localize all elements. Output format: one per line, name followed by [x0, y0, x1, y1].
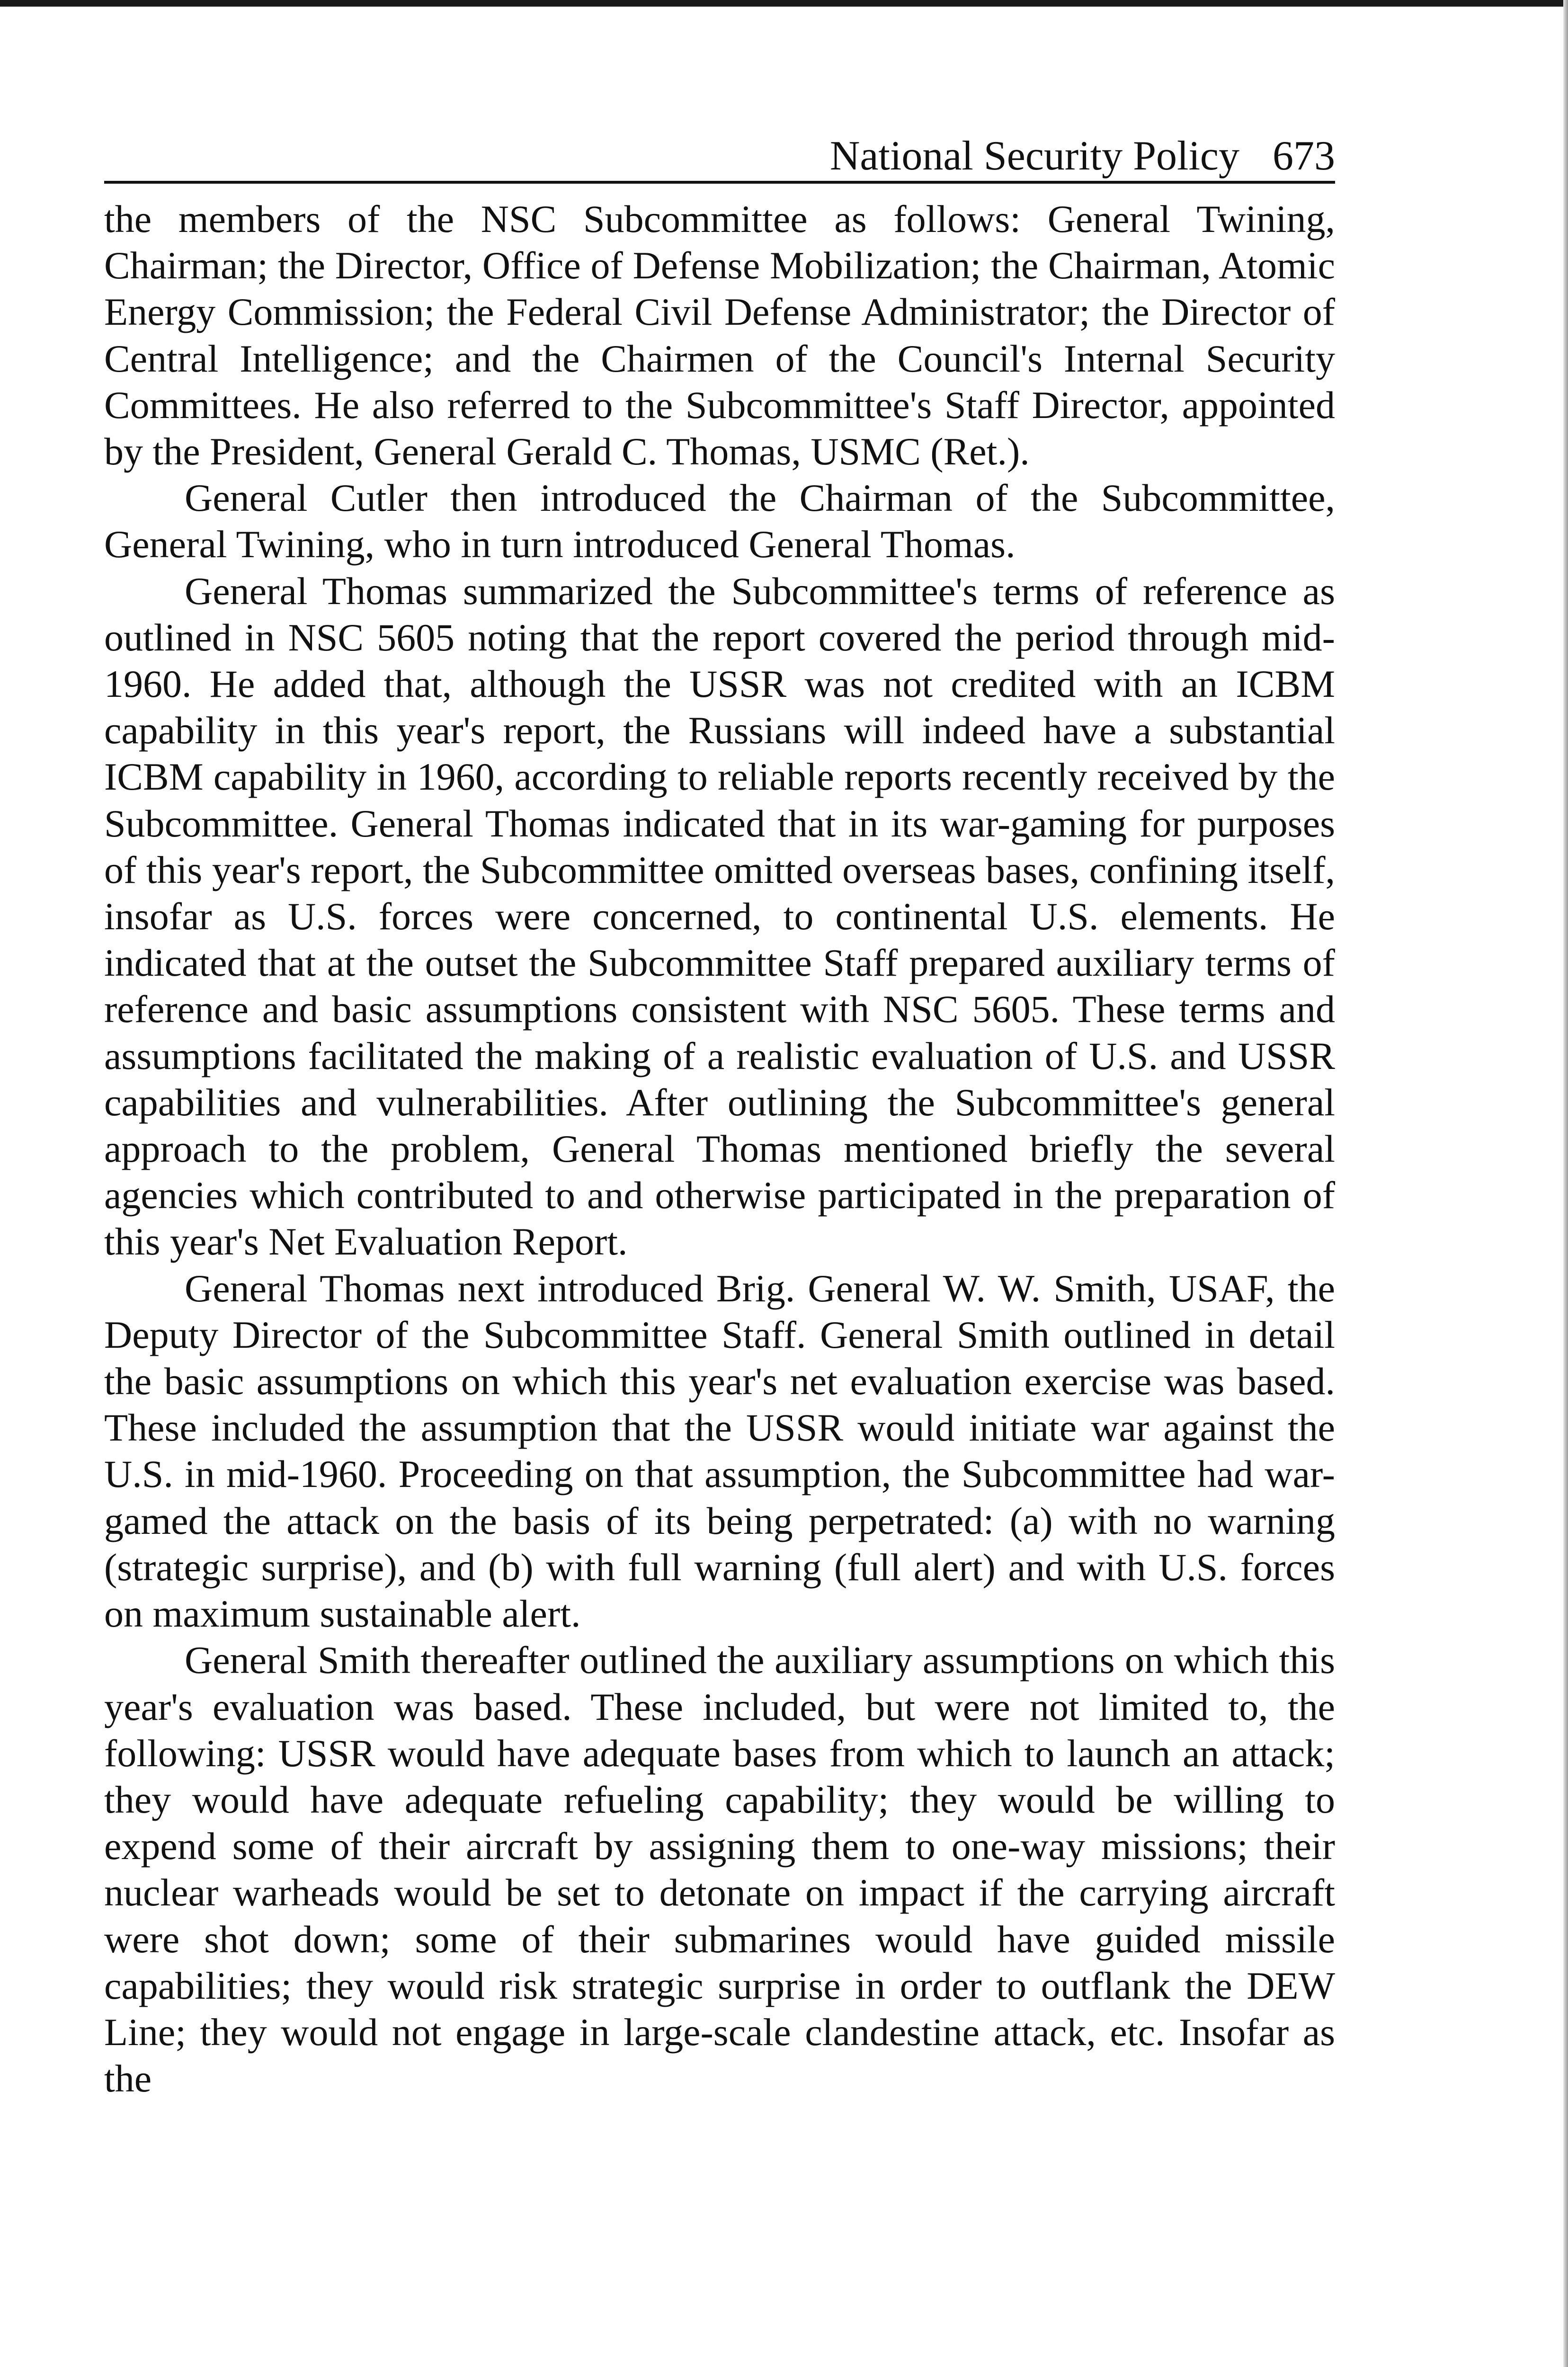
scan-top-edge — [0, 0, 1568, 7]
paragraph-2: General Cutler then introduced the Chairman of the Subcommittee, General Twining, who in turn introduced General Thomas. — [104, 476, 1335, 566]
paragraph-1: the members of the NSC Subcommittee as follows: General Twining, Chairman; the Director, Office of Defense Mobilization; the Chairman, Atomic Energy Commission; the Federal Civil Defense Administrator; the Director of Central Intelligence; and the Chairmen of the Council's Internal Security Committees. He also referred to the Subcommittee's Staff Director, appointed by the President, General Gerald C. Thomas, USMC (Ret.). — [104, 197, 1335, 473]
body-text — [104, 196, 1335, 2102]
page-number: 673 — [1273, 133, 1335, 179]
document-page — [104, 128, 1335, 2102]
paragraph-5: General Smith thereafter outlined the auxiliary assumptions on which this year's evaluation was based. These included, but were not limited to, the following: USSR would have adequate bases from which to launch an attack; they would have adequate refueling capability; they would be willing to expend some of their aircraft by assigning them to one-way missions; their nuclear warheads would be set to detonate on impact if the carrying aircraft were shot down; some of their submarines would have guided missile capabilities; they would risk strategic surprise in order to outflank the DEW Line; they would not engage in large-scale clandestine attack, etc. Insofar as the — [104, 1638, 1335, 2100]
running-header-title: National Security Policy — [829, 133, 1239, 179]
paragraph-3: General Thomas summarized the Subcommittee's terms of reference as outlined in NSC 5605 noting that the report covered the period through mid-1960. He added that, although the USSR was not credited with an ICBM capability in this year's report, the Russians will indeed have a substantial ICBM capability in 1960, according to reliable reports recently received by the Subcommittee. General Thomas indicated that in its war-gaming for purposes of this year's report, the Subcommittee omitted overseas bases, confining itself, insofar as U.S. forces were concerned, to continental U.S. elements. He indicated that at the outset the Subcommittee Staff prepared auxiliary terms of reference and basic assumptions consistent with NSC 5605. These terms and assumptions facilitated the making of a realistic evaluation of U.S. and USSR capabilities and vulnerabilities. After outlining the Subcommittee's general approach to the problem, General Thomas mentioned briefly the several agencies which contributed to and otherwise participated in the preparation of this year's Net Evaluation Report. — [104, 569, 1335, 1264]
running-header — [104, 128, 1335, 184]
running-header-text — [830, 130, 1335, 183]
paragraph-4: General Thomas next introduced Brig. General W. W. Smith, USAF, the Deputy Director of the Subcommittee Staff. General Smith outlined in detail the basic assumptions on which this year's net evaluation exercise was based. These included the assumption that the USSR would initiate war against the U.S. in mid-1960. Proceeding on that assumption, the Subcommittee had war-gamed the attack on the basis of its being perpetrated: (a) with no warning (strategic surprise), and (b) with full warning (full alert) and with U.S. forces on maximum sustainable alert. — [104, 1266, 1335, 1636]
scan-right-edge — [1563, 0, 1568, 2367]
